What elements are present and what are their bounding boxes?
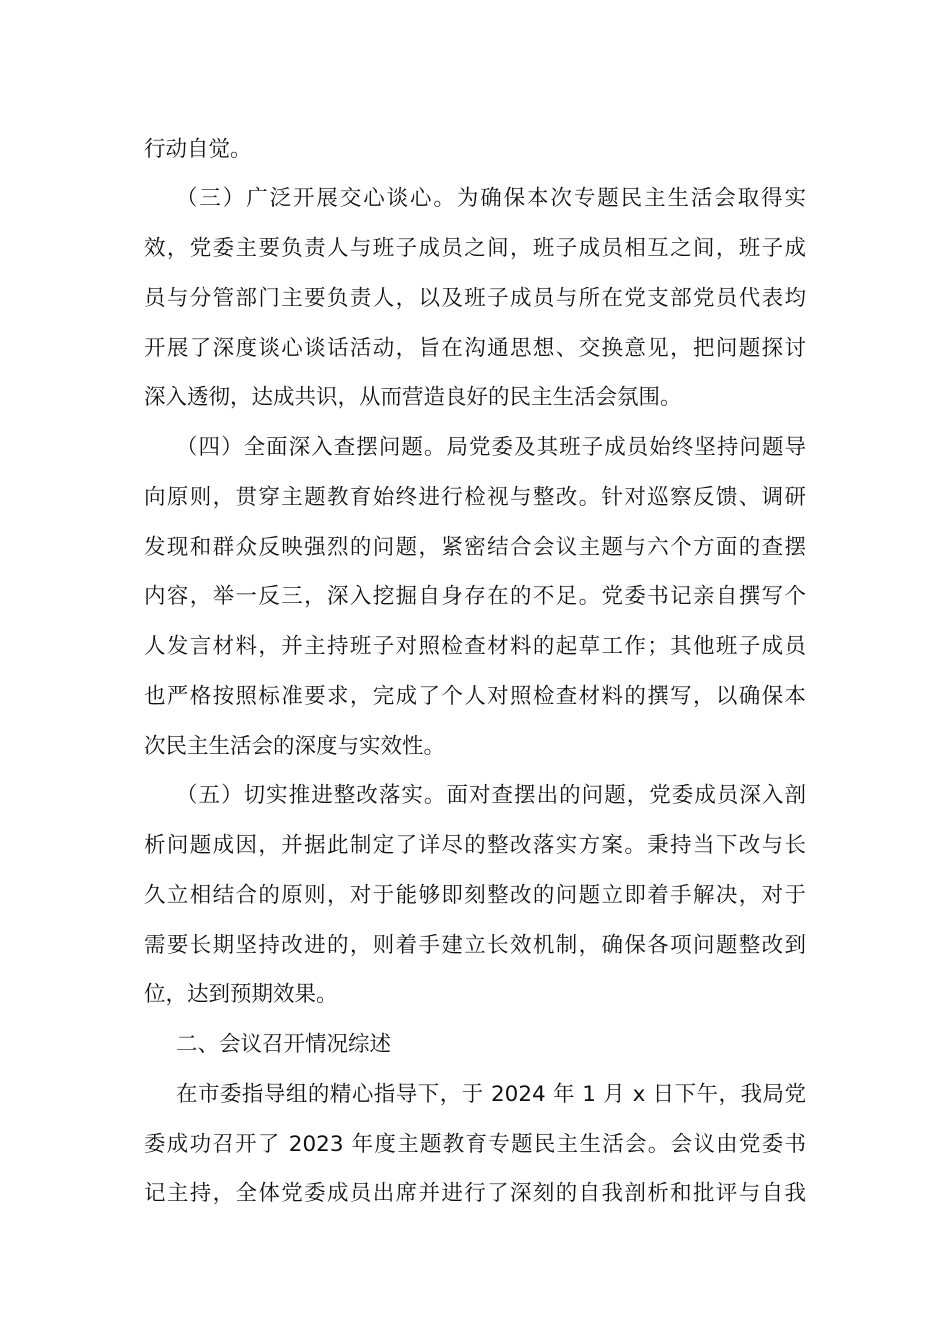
text-line: 内容，举一反三，深入挖掘自身存在的不足。党委书记亲自撰写个: [144, 584, 806, 609]
section-heading: 二、会议召开情况综述: [176, 1032, 392, 1057]
text-line: 在市委指导组的精心指导下，于 2024 年 1 月 x 日下午，我局党: [176, 1082, 806, 1107]
text-line: 发现和群众反映强烈的问题，紧密结合会议主题与六个方面的查摆: [144, 535, 806, 560]
text-line: 也严格按照标准要求，完成了个人对照检查材料的撰写，以确保本: [144, 684, 806, 709]
text-line: 行动自觉。: [144, 137, 252, 162]
paragraph-3-heading-line: （三）广泛开展交心谈心。为确保本次专题民主生活会取得实: [176, 186, 806, 211]
text-line: 向原则，贯穿主题教育始终进行检视与整改。针对巡察反馈、调研: [144, 485, 806, 510]
text-line: 析问题成因，并据此制定了详尽的整改落实方案。秉持当下改与长: [144, 833, 806, 858]
paragraph-4-heading-line: （四）全面深入查摆问题。局党委及其班子成员始终坚持问题导: [176, 435, 806, 460]
text-line: 人发言材料，并主持班子对照检查材料的起草工作；其他班子成员: [144, 634, 806, 659]
paragraph-5-heading-line: （五）切实推进整改落实。面对查摆出的问题，党委成员深入剖: [176, 783, 806, 808]
text-line: 次民主生活会的深度与实效性。: [144, 734, 446, 759]
text-line: 记主持，全体党委成员出席并进行了深刻的自我剖析和批评与自我: [144, 1181, 806, 1206]
text-line: 位，达到预期效果。: [144, 982, 338, 1007]
text-line: 深入透彻，达成共识，从而营造良好的民主生活会氛围。: [144, 385, 682, 410]
text-line: 员与分管部门主要负责人，以及班子成员与所在党支部党员代表均: [144, 286, 806, 311]
text-line: 委成功召开了 2023 年度主题教育专题民主生活会。会议由党委书: [144, 1132, 806, 1157]
text-line: 需要长期坚持改进的，则着手建立长效机制，确保各项问题整改到: [144, 933, 806, 958]
text-line: 效，党委主要负责人与班子成员之间，班子成员相互之间，班子成: [144, 236, 806, 261]
text-line: 开展了深度谈心谈话活动，旨在沟通思想、交换意见，把问题探讨: [144, 336, 806, 361]
text-line: 久立相结合的原则，对于能够即刻整改的问题立即着手解决，对于: [144, 883, 806, 908]
